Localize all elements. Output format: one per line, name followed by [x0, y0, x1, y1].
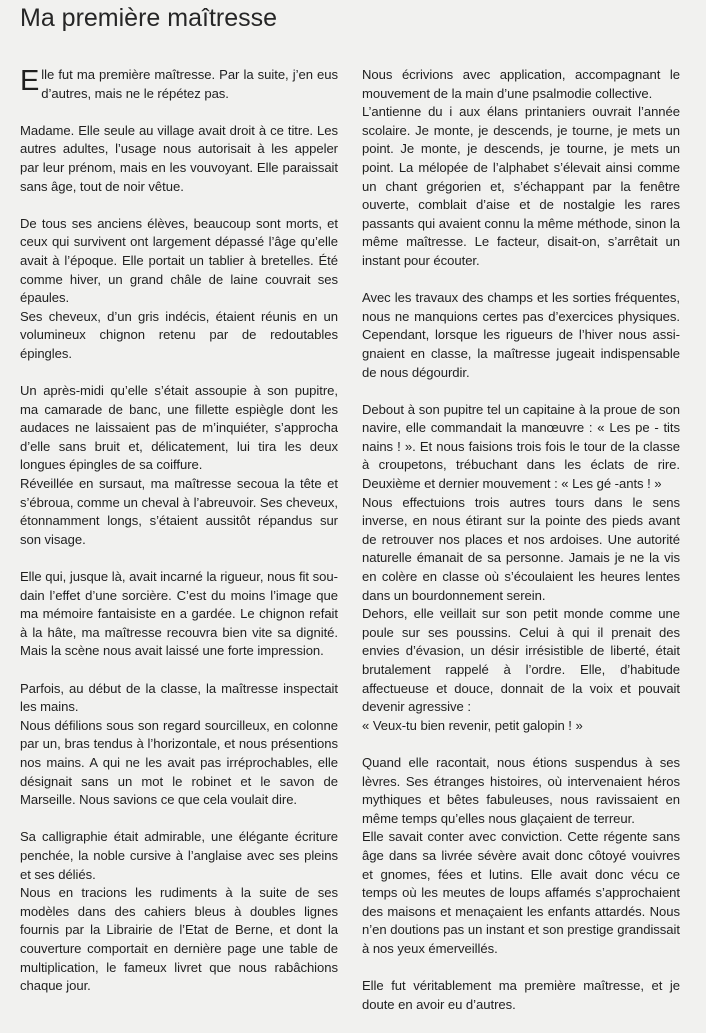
paragraph: Debout à son pupitre tel un capitaine à la proue de son navire, elle commandait la manœuvre : « Les pe - tits nains ! ». Et nous faisions trois fois le tour de la classe à croupetons, trébuchant dans les éclats de rire. Deuxième et dernier mouvement : « Les gé -ants ! » Nous effectuions trois autres tours dans le sens inverse, en nous étirant sur la pointe des pieds avant de retrouver nos places et nos ardoises. Une autorité naturelle émanait de sa personne. Jamais je ne la vis en colère en classe où s’écoulaient les heures lentes dans un bourdonnement serein. Dehors, elle veillait sur son petit monde comme une poule sur ses poussins. Celui à qui il prenait des envies d’évasion, un désir irrésistible de liberté, était brutalement rappelé à l’ordre. Elle, d’habitude affectueuse et douce, donnait de la voix et pouvait devenir agressive : « Veux-tu bien revenir, petit galopin ! » — [362, 401, 680, 733]
paragraph: Sa calligraphie était admirable, une élégante écriture penchée, la noble cursive à l’anglaise avec ses pleins et ses déliés. Nous en tracions les rudiments à la suite de ses modèles dans des cahiers bleus à doubles lignes fournis par la Librairie de l’Etat de Berne, et dont la couverture comportait en dernière page une table de multiplication, le fameux livret que nous rabâchions chaque jour. — [20, 829, 338, 994]
paragraph: Elle fut véritablement ma première maîtresse, et je doute en avoir eu d’autres. — [362, 978, 680, 1012]
paragraph: Elle qui, jusque là, avait incarné la rigueur, nous fit soudain l’effet d’une sorcière. C’est du moins l’image que ma mémoire fantaisiste en a gardée. Le chignon refait à la hâte, ma maîtresse recouvra bien vite sa dignité. Mais la scène nous avait laissé une forte impression. — [20, 569, 338, 659]
paragraph: Parfois, au début de la classe, la maîtresse inspectait les mains. Nous défilions sous son regard sourcilleux, en colonne par un, bras tendus à l’horizontale, et nous présentions nos mains. A qui ne les avait pas irréprochables, elle désignait sans un mot le robinet et le savon de Marseille. Nous savions ce que cela voulait dire. — [20, 680, 338, 808]
drop-cap: E — [20, 65, 40, 97]
paragraph-text: lle fut ma première maîtresse. Par la suite, j’en eus d’autres, mais ne le répétez pas. — [41, 67, 338, 101]
paragraph: Quand elle racontait, nous étions suspendus à ses lèvres. Ses étranges histoires, où intervenaient héros mythiques et bêtes fabuleuses, nous ravissaient en même temps qu’elles nous glaçaient de terreur. Elle savait conter avec conviction. Cette régente sans âge dans sa livrée sévère avait donc côtoyé vouivres et gnomes, fées et lutins. Elle avait donc vécu ce temps où les meutes de loups affamés s’approchaient des maisons et menaçaient les enfants attardés. Nous n’en doutions pas un instant et son prestige grandissait à nos yeux émerveillés. — [362, 754, 680, 956]
paragraph — [20, 66, 338, 103]
paragraph: Madame. Elle seule au village avait droit à ce titre. Les autres adultes, l’usage nous autorisait à les appeler par leur prénom, mais en les vouvoyant. Elle paraissait sans âge, tout de noir vêtue. — [20, 122, 338, 194]
left-column — [20, 66, 338, 1014]
paragraph: De tous ses anciens élèves, beaucoup sont morts, et ceux qui survivent ont largement dépassé l’âge qu’elle avait à l’époque. Elle portait un tablier à bretelles. Été comme hiver, un grand châle de laine couvrait ses épaules. Ses cheveux, d’un gris indécis, étaient réunis en un volumineux chignon retenu par de redoutables épingles. — [20, 215, 338, 361]
paragraph: Nous écrivions avec application, accompagnant le mouvement de la main d’une psalmodie collective. L’antienne du i aux élans printaniers ouvrait l’année scolaire. Je monte, je descends, je tourne, je mets un point. Je monte, je descends, je tourne, je mets un point. La mélopée de l’alphabet s’élevait ainsi comme un chant grégorien et, s’échappant par la fenêtre ouverte, comblait d’aise et de nostalgie les rares passants qui avaient connu la même méthode, sinon la même maîtresse. Le facteur, disait-on, s’arrêtait un instant pour écouter. — [362, 67, 680, 268]
paragraph: Un après-midi qu’elle s’était assoupie à son pupitre, ma camarade de banc, une fillette espiègle dont les audaces ne laissaient pas de m’inquiéter, s’approcha d’elle sans bruit et, délicatement, lui tira les deux longues épingles de sa coiffure. Réveillée en sursaut, ma maîtresse secoua la tête et s’ébroua, comme un cheval à l’abreuvoir. Ses cheveux, étonnamment longs, s’étaient aussitôt répandus sur son visage. — [20, 383, 338, 547]
paragraph: Avec les travaux des champs et les sorties fréquentes, nous ne manquions certes pas d’exercices physiques. Cependant, lorsque les rigueurs de l’hiver nous assignaient en classe, la maîtresse jugeait indispensable de nous dégourdir. — [362, 290, 680, 380]
right-column — [362, 66, 680, 1033]
page-title: Ma première maîtresse — [20, 4, 278, 32]
